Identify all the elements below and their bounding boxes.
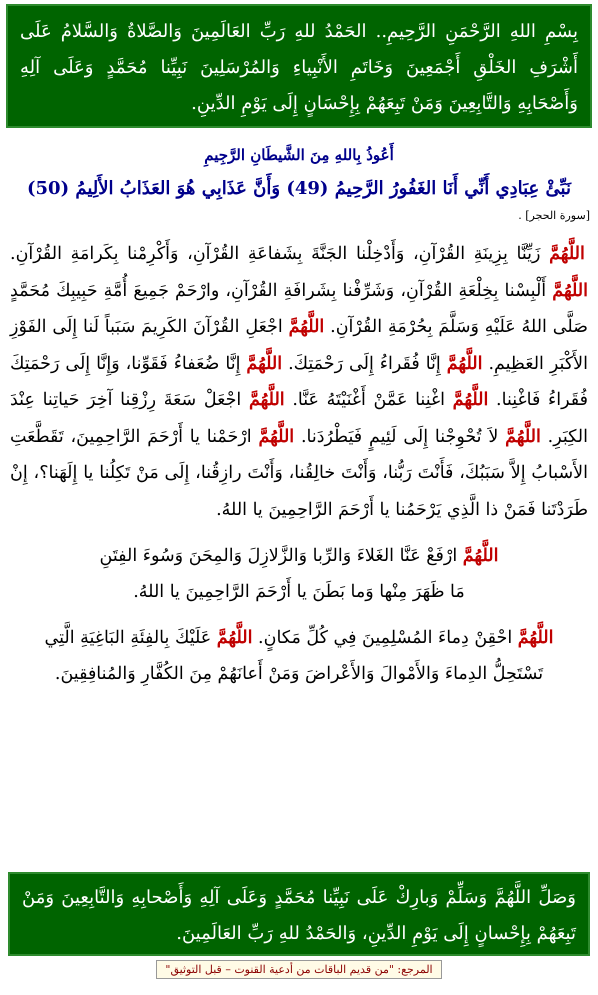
allahumma-word: اللَّهُمَّ <box>452 390 489 410</box>
dua-text: زَيِّنَّا بِزِينَةِ القُرْآنِ، وَأَدْخِلْنا الجَنَّةَ بِشَفاعَةِ القُرْآنِ، وَأَكْرِمْنا بِكَرامَةِ القُرْآنِ. <box>10 244 550 264</box>
centered-supplication-1 <box>6 538 592 610</box>
dua-text: اغْنِنا عَمَّنْ أَغْنَيْتَهُ عَنَّا. <box>284 390 453 410</box>
allahumma-word: اللَّهُمَّ <box>258 426 295 447</box>
centered-line <box>6 538 592 574</box>
dua-text: اجْعَلْ سَعَةَ رِزْقِنا آخِرَ حَياتِنا عِنْدَ الكِبَرِ. <box>10 390 588 447</box>
allahumma-word: اللَّهُمَّ <box>552 280 588 301</box>
allahumma-word: اللَّهُمَّ <box>505 426 541 447</box>
source-reference <box>0 963 598 976</box>
dua-text: ارْحَمْنا يا أَرْحَمَ الرَّاحِمِينَ، تَقَطَّعَتِ الأَسْبابُ إِلاَّ سَبَبُكَ، فَأَنْتَ رَبُّنا، وَأَنْتَ خالِقُنا، وَأَنْتَ رازِقُنا، إِلَى مَنْ تَكِلُنا يا إِلَهَنا؟، إِنْ طَرَدْتَنا فَمَنْ ذا الَّذِي يَرْحَمُنا يا أَرْحَمَ الرَّاحِمِينَ يا اللهُ. <box>10 426 588 520</box>
allahumma-word: اللَّهُمَّ <box>446 353 483 374</box>
allahumma-word: اللَّهُمَّ <box>248 390 285 410</box>
dua-text: لاَ تُحْوِجْنا إِلَى لَئِيمٍ فَيَطْرُدَنا. <box>294 426 506 447</box>
dua-text: اجْعَلِ القُرْآنَ الكَرِيمَ سَبَباً لَنا إِلَى الفَوْزِ الأَكْبَرِ العَظِيمِ. <box>10 317 588 374</box>
opening-praise-text: بِسْمِ اللهِ الرَّحْمَنِ الرَّحِيمِ.. الحَمْدُ للهِ رَبِّ العَالَمِينَ وَالصَّلاةُ وَالسَّلامُ عَلَى أَشْرَفِ الخَلْقِ أَجْمَعِينَ وَخَاتَمِ الأَنْبِياءِ وَالمُرْسَلِينَ نَبِيِّنا مُحَمَّدٍ وَعَلَى آلِهِ وَأَصْحَابِهِ وَالتَّابِعِينَ وَمَنْ تَبِعَهُمْ بِإِحْسَانٍ إِلَى يَوْمِ الدِّينِ. <box>20 21 578 114</box>
closing-salawat-text: وَصَلِّ اللَّهُمَّ وَسَلِّمْ وَبارِكْ عَلَى نَبِيِّنا مُحَمَّدٍ وَعَلَى آلِهِ وَأَصْحابِهِ وَالتَّابِعِينَ وَمَنْ تَبِعَهُمْ بِإِحْسانٍ إِلَى يَوْمِ الدِّينِ، وَالحَمْدُ للهِ رَبِّ العَالَمِينَ. <box>22 887 576 944</box>
dua-text: ارْفَعْ عَنَّا الغَلاءَ وَالرِّبا وَالزَّلازِلَ وَالمِحَنَ وَسُوءَ الفِتَنِ <box>99 546 463 566</box>
dua-text: أَلْبِسْنا بِخِلْعَةِ القُرْآنِ، وَشَرِّفْنا بِشَرافَةِ القُرْآنِ، وارْحَمْ جَمِيعَ أُمَّةِ حَبِيبِكَ مُحَمَّدٍ صَلَّى اللهُ عَلَيْهِ وَسَلَّمَ بِحُرْمَةِ القُرْآنِ. <box>10 280 588 337</box>
dua-text: إِنَّا فُقَراءُ إِلَى رَحْمَتِكَ. <box>282 353 447 374</box>
closing-salawat-box <box>8 872 590 956</box>
allahumma-word: اللَّهُمَّ <box>288 317 325 337</box>
quran-verse: نَبِّئْ عِبَادِي أَنِّي أَنَا الغَفُورُ الرَّحِيمُ (49) وَأَنَّ عَذَابِي هُوَ العَذَابُ الأَلِيمُ (50) <box>27 178 571 199</box>
dua-text: إِنَّا ضُعَفاءُ فَقَوِّنا، وَإِنَّا إِلَى رَحْمَتِكَ فُقَراءُ فَاغْنِنا. <box>10 353 588 410</box>
dua-text: عَلَيْكَ بِالفِئَةِ البَاغِيَةِ الَّتِي <box>44 628 217 648</box>
allahumma-word: اللَّهُمَّ <box>517 628 554 648</box>
allahumma-word: اللَّهُمَّ <box>216 628 253 648</box>
supplications-paragraph <box>6 236 592 528</box>
centered-line: تَسْتَحِلُّ الدِماءَ وَالأَمْوالَ وَالأَعْراضَ وَمَنْ أَعانَهُمْ مِنَ الكُفَّارِ وَالمُنافِقِينَ. <box>54 664 544 684</box>
allahumma-word: اللَّهُمَّ <box>549 244 585 264</box>
allahumma-word: اللَّهُمَّ <box>246 353 283 374</box>
centered-supplication-2 <box>6 620 592 692</box>
centered-line <box>6 620 592 656</box>
allahumma-word: اللَّهُمَّ <box>462 546 499 566</box>
istiadha-line: أَعُوذُ بِاللهِ مِنَ الشَّيطَانِ الرَّجِيمِ <box>204 146 394 164</box>
centered-line: مَا ظَهَرَ مِنْها وَما بَطَنَ يا أَرْحَمَ الرَّاحِمِينَ يا اللهُ. <box>133 582 465 602</box>
opening-praise-box <box>6 4 592 128</box>
surah-reference: [سورة الحجر] . <box>518 209 590 222</box>
dua-text: احْقِنْ دِماءَ المُسْلِمِينَ فِي كُلِّ مَكانٍ. <box>252 628 518 648</box>
reference-text: المرجع: "من قديم الباقات من أدعية القنوت – قبل التوثيق" <box>156 960 441 979</box>
